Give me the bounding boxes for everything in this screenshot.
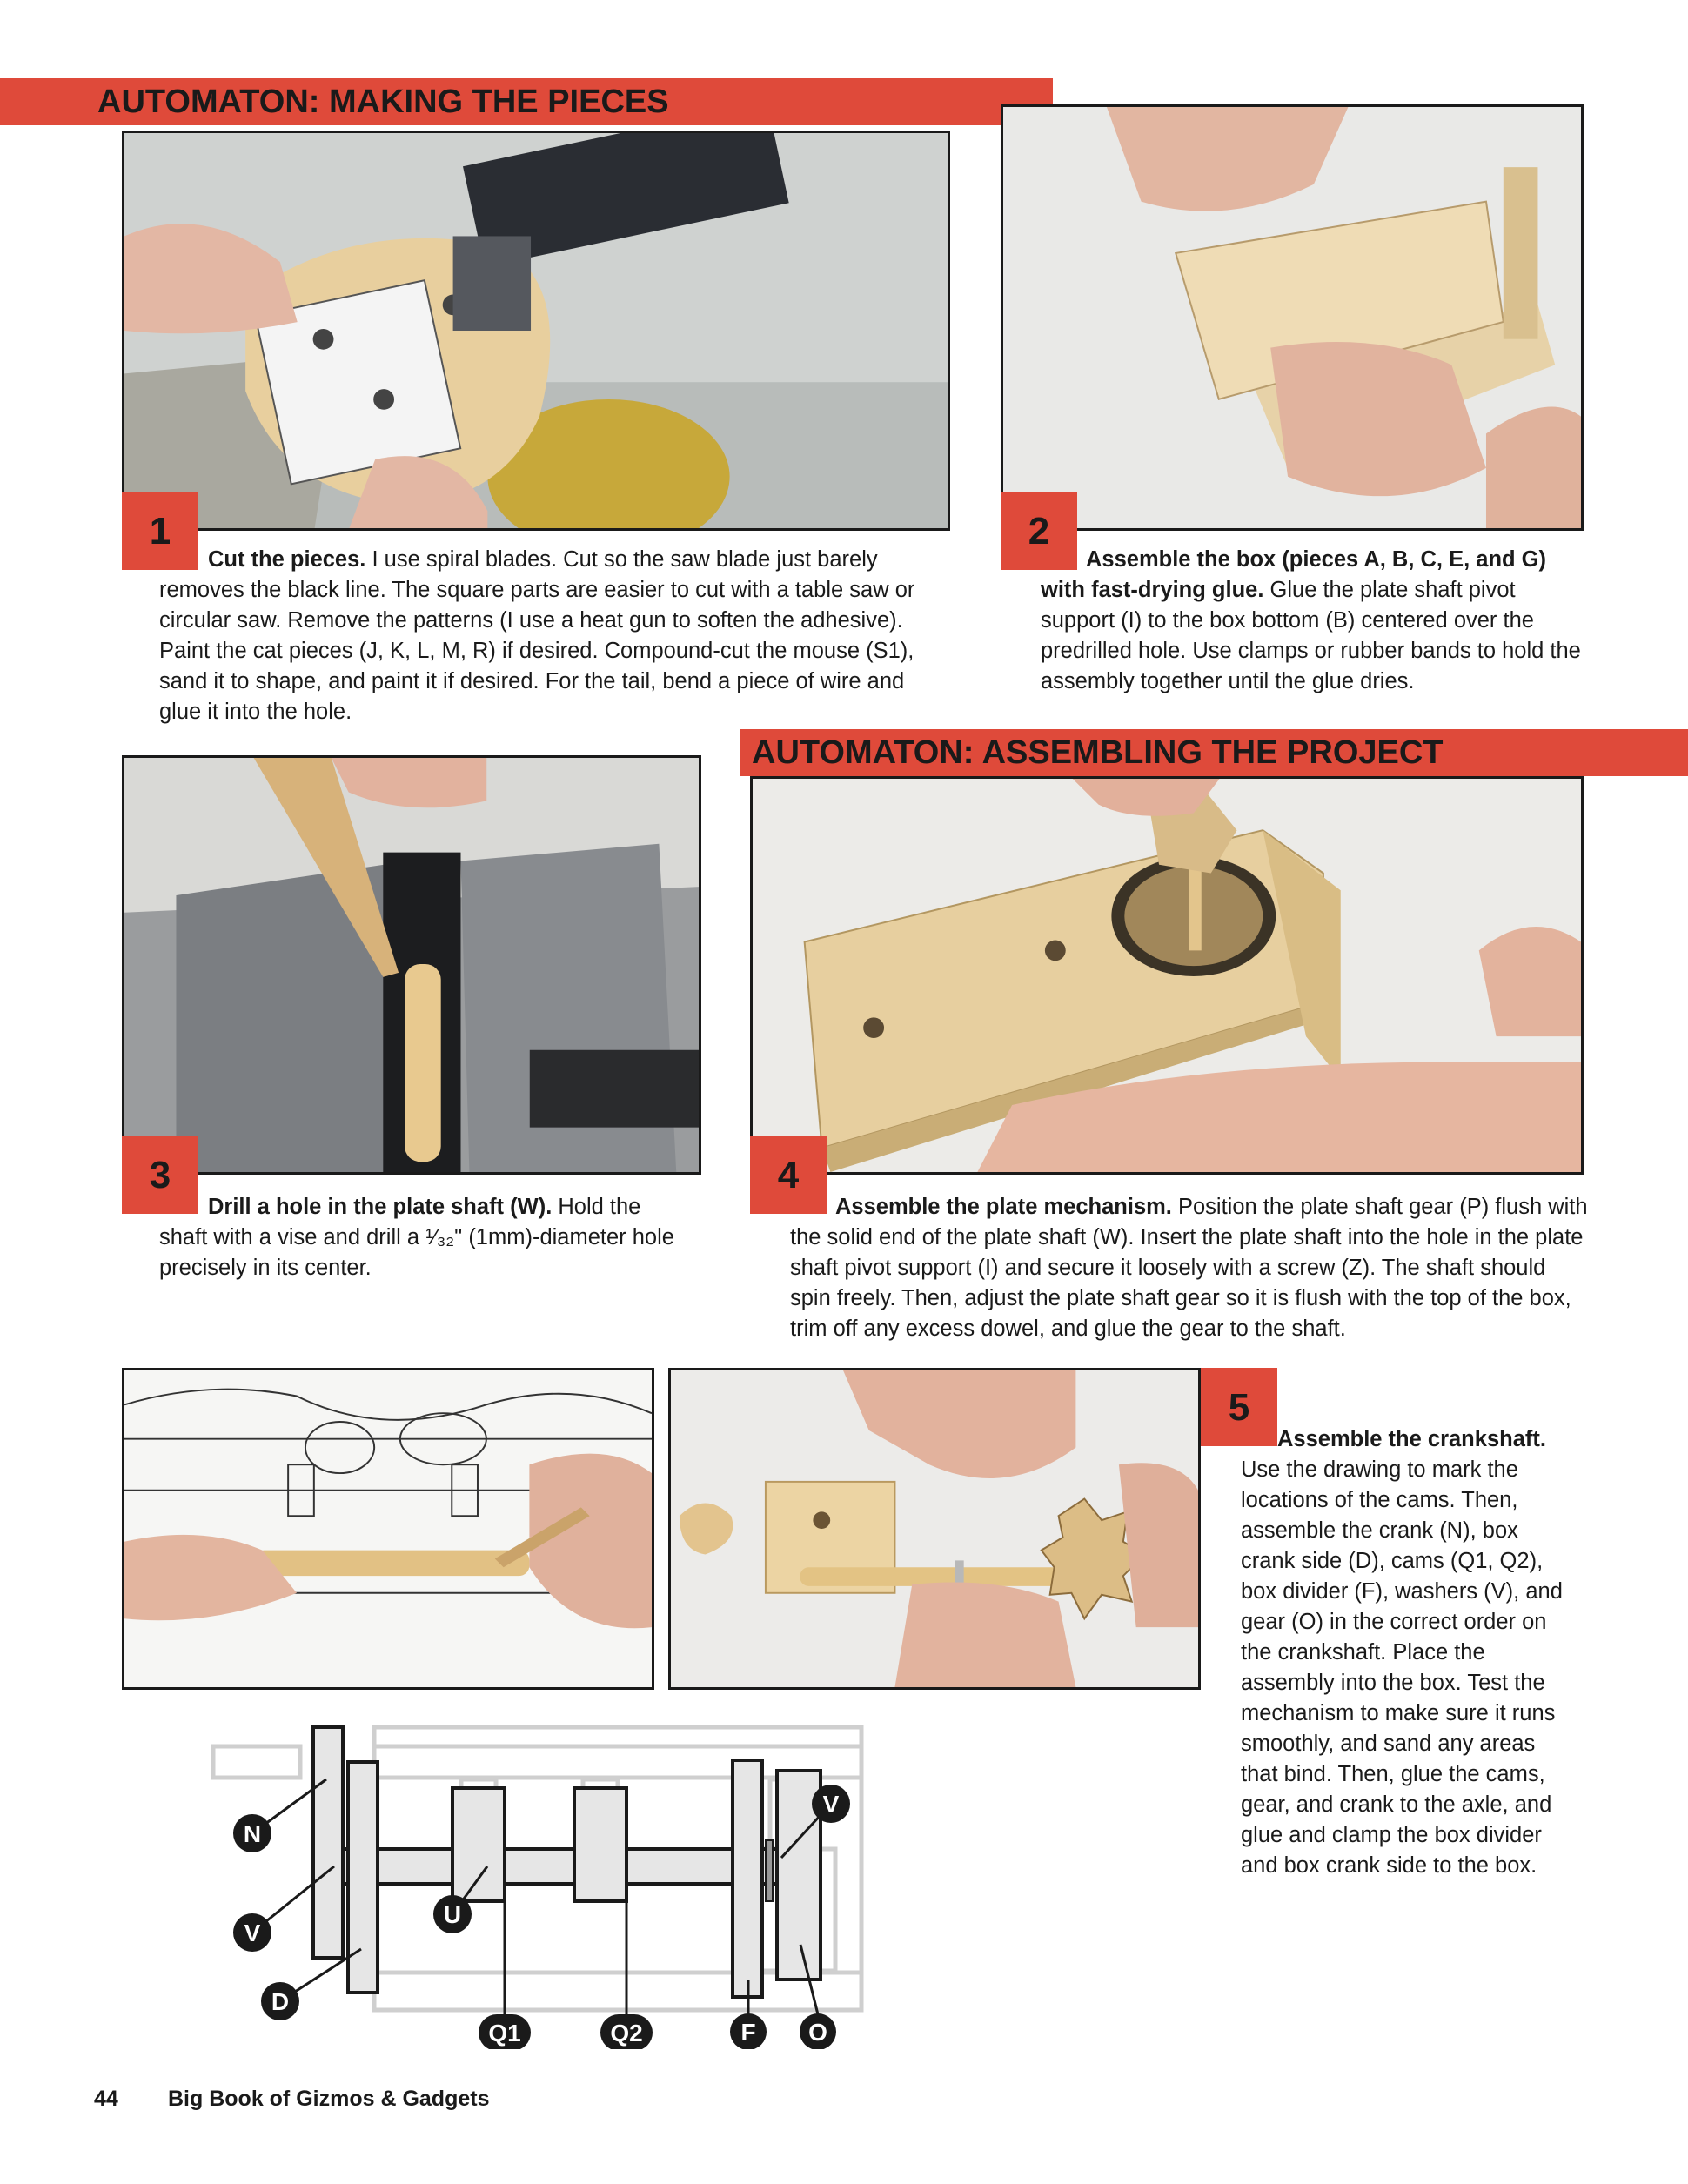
diagram-label-d-text: D bbox=[271, 1988, 290, 2015]
photo-assembling-box bbox=[1001, 104, 1584, 531]
diagram-box-divider-f bbox=[733, 1760, 762, 1997]
step-3-number: 3 bbox=[122, 1136, 198, 1214]
diagram-label-q2-text: Q2 bbox=[610, 2020, 643, 2047]
section-title-assembling: AUTOMATON: ASSEMBLING THE PROJECT bbox=[752, 734, 1444, 771]
step-4-number: 4 bbox=[750, 1136, 827, 1214]
diagram-axle-u bbox=[326, 1849, 779, 1884]
step-4-body: Position the plate shaft gear (P) flush with the solid end of the plate shaft (W). Insert the plate shaft into the hole in the plate shaft pivot support (I) and secure it loosely with a screw (Z). The shaft should spin freely. Then, adjust the plate shaft gear so it is flush with the top of the box, trim off any excess dowel, and glue the gear to the shaft. bbox=[790, 1195, 1588, 1341]
step-5-number: 5 bbox=[1201, 1368, 1277, 1446]
diagram-box-crank-side-d bbox=[348, 1762, 378, 1993]
diagram-label-q2 bbox=[600, 2014, 653, 2049]
photo-plate-mechanism bbox=[750, 776, 1584, 1175]
section-banner-making bbox=[0, 78, 1053, 125]
photo-assembling-box-illustration bbox=[1003, 107, 1581, 528]
step-5-title: Assemble the crankshaft. bbox=[1277, 1427, 1546, 1451]
section-title-making: AUTOMATON: MAKING THE PIECES bbox=[97, 84, 669, 120]
step-3-title: Drill a hole in the plate shaft (W). bbox=[208, 1195, 553, 1219]
step-5-body: Use the drawing to mark the locations of the cams. Then, assemble the crank (N), box crank side (D), cams (Q1, Q2), box divider (F), washers (V), and gear (O) in the correct order on the crankshaft. Place the assembly into the box. Test the mechanism to make sure it runs smoothly, and sand any areas that bind. Then, glue the cams, gear, and crank to the axle, and glue and clamp the box divider and box crank side to the box. bbox=[1241, 1457, 1563, 1878]
diagram-label-v-right bbox=[812, 1785, 850, 1823]
step-2-text bbox=[1041, 545, 1589, 697]
diagram-cam-q1 bbox=[452, 1788, 505, 1901]
step-1-text bbox=[159, 545, 942, 727]
diagram-label-v-left bbox=[233, 1913, 271, 1952]
step-1-number: 1 bbox=[122, 492, 198, 570]
photo-cutting-pieces bbox=[122, 131, 950, 531]
diagram-label-f-text: F bbox=[740, 2019, 756, 2046]
crankshaft-diagram bbox=[200, 1718, 1157, 2049]
diagram-label-q1-text: Q1 bbox=[488, 2020, 521, 2047]
step-4-text bbox=[790, 1192, 1591, 1344]
book-title: Big Book of Gizmos & Gadgets bbox=[168, 2087, 490, 2111]
diagram-label-u-text: U bbox=[443, 1901, 462, 1928]
step-1-title: Cut the pieces. bbox=[208, 547, 366, 572]
photo-plate-mechanism-illustration bbox=[753, 779, 1581, 1172]
photo-marking-crankshaft bbox=[122, 1368, 654, 1690]
step-2-body: Glue the plate shaft pivot support (I) to the box bottom (B) centered over the predrilled hole. Use clamps or rubber bands to hold the assembly together until the glue dries. bbox=[1041, 578, 1581, 693]
diagram-label-o bbox=[800, 2013, 836, 2049]
diagram-label-u bbox=[433, 1895, 472, 1933]
step-1-body: I use spiral blades. Cut so the saw blade just barely removes the black line. The square parts are easier to cut with a table saw or circular saw. Remove the patterns (I use a heat gun to soften the adhesive). Paint the cat pieces (J, K, L, M, R) if desired. Compound-cut the mouse (S1), sand it to shape, and paint it if desired. For the tail, bend a piece of wire and glue it into the hole. bbox=[159, 547, 915, 724]
diagram-label-v-right-text: V bbox=[822, 1791, 840, 1818]
diagram-crank-n bbox=[313, 1727, 343, 1958]
step-2-title: Assemble the box (pieces A, B, C, E, and G) with fast-drying glue. bbox=[1041, 547, 1547, 602]
photo-cutting-pieces-illustration bbox=[124, 133, 948, 528]
photo-assembling-crankshaft bbox=[668, 1368, 1201, 1690]
photo-assembling-crankshaft-illustration bbox=[671, 1370, 1198, 1687]
page-number: 44 bbox=[94, 2087, 118, 2111]
section-banner-assembling bbox=[740, 729, 1688, 776]
step-5-text bbox=[1241, 1424, 1563, 1881]
diagram-label-n bbox=[233, 1814, 271, 1852]
photo-marking-crankshaft-illustration bbox=[124, 1370, 652, 1687]
diagram-label-o-text: O bbox=[808, 2019, 827, 2046]
diagram-washer-v-right bbox=[766, 1840, 773, 1901]
diagram-label-f bbox=[730, 2013, 767, 2049]
step-2-number: 2 bbox=[1001, 492, 1077, 570]
step-3-body: Hold the shaft with a vise and drill a ¹⁄₃₂" (1mm)-diameter hole precisely in its center. bbox=[159, 1195, 674, 1280]
diagram-label-v-left-text: V bbox=[244, 1919, 261, 1946]
diagram-label-q1 bbox=[479, 2014, 531, 2049]
diagram-parts bbox=[313, 1727, 821, 1997]
photo-drilling-shaft-illustration bbox=[124, 758, 699, 1172]
diagram-cam-q2 bbox=[574, 1788, 626, 1901]
diagram-label-n-text: N bbox=[243, 1820, 262, 1847]
diagram-label-d bbox=[261, 1982, 299, 2020]
step-3-text bbox=[159, 1192, 681, 1283]
photo-drilling-shaft bbox=[122, 755, 701, 1175]
step-4-title: Assemble the plate mechanism. bbox=[835, 1195, 1172, 1219]
